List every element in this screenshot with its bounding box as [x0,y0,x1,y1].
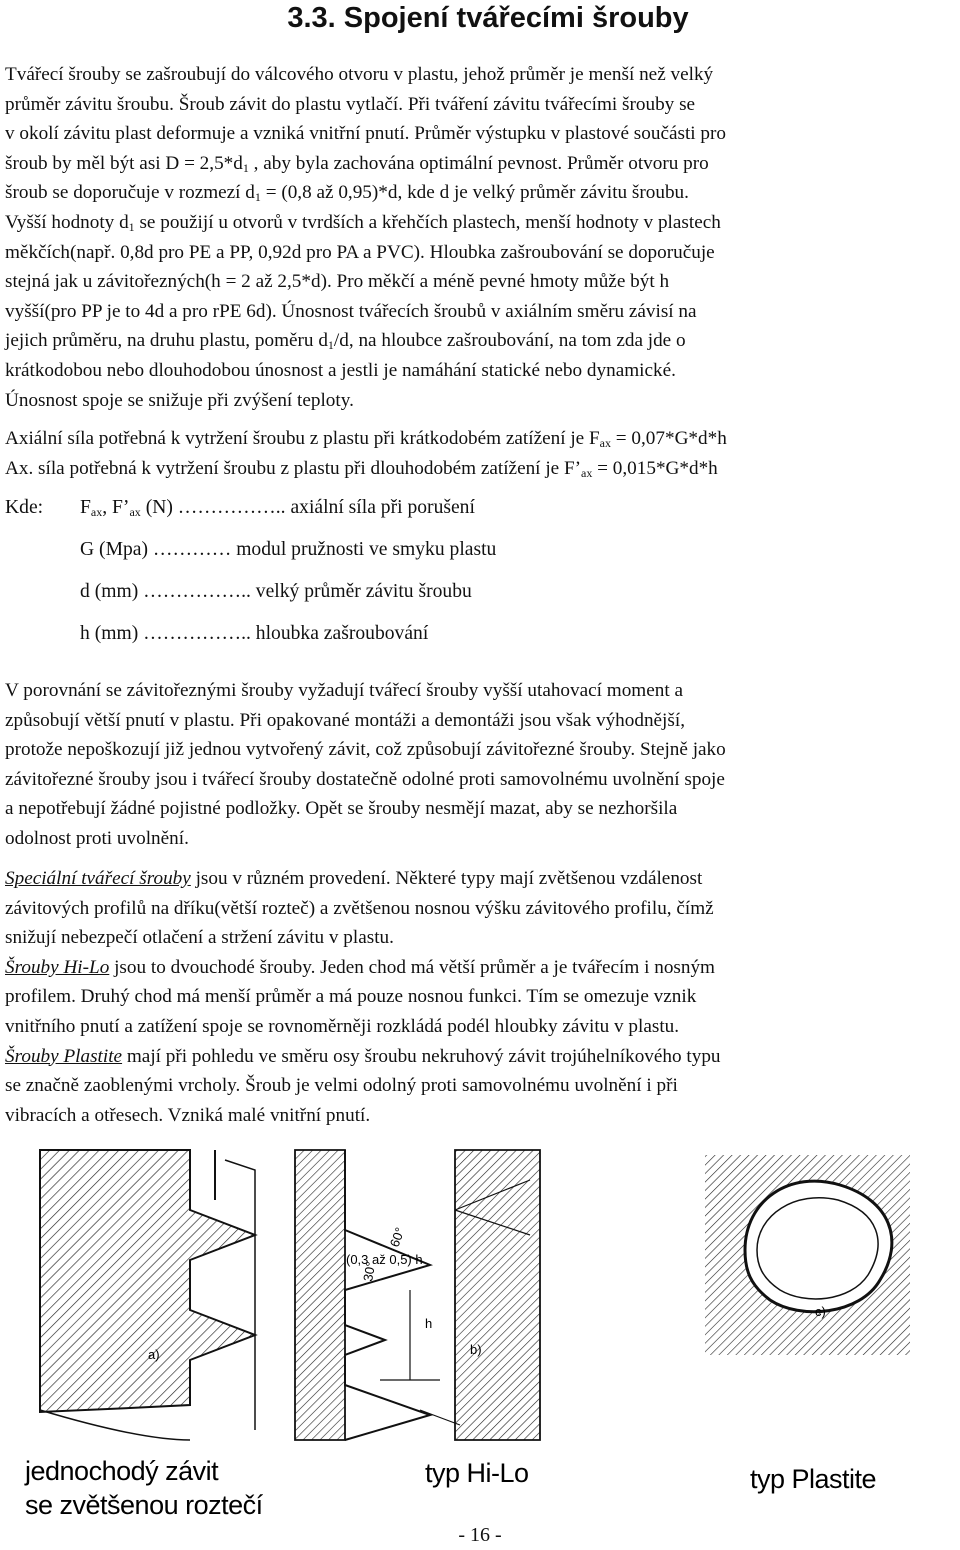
text-line: jejich průměru, na druhu plastu, poměru $d_1/d$, na hloubce zašroubování, na tom zda jde o [5,330,686,353]
term-hi-lo: Šrouby Hi-Lo [5,956,110,978]
figure-label-a: a) [148,1347,160,1362]
text-line: šroub by měl být asi $D = 2,5*d_1$ , aby byla zachována optimální pevnost. Průměr otvoru pro [5,152,709,175]
text-line: šroub se doporučuje v rozmezí $d_1 = (0,8$ až 0,95)*d, kde d je velký průměr závitu šroubu. [5,182,689,205]
caption-b: typ Hi-Lo [425,1458,529,1488]
definition-row: G (Mpa) ………… modul pružnosti ve smyku plastu [80,539,497,560]
paragraph-special-screws: Speciální tvářecí šrouby jsou v různém provedení. Některé typy mají zvětšenou vzdálenost závitových profilů na dříku(větší rozteč) a zvětšenou nosnou výšku závitového profilu, čímž snižují nebezpečí otlačení a stržení závitu v plastu. Šrouby Hi-Lo jsou to dvouchodé šrouby. Jeden chod má větší průměr a je tvářecím i nosným profilem. Druhý chod má menší průměr a má pouze nosnou funkci. Tím se omezuje vznik vnitřního pnutí a zatížení spoje se rovnoměrněji rozkládá podél hloubky závitu v plastu. Šrouby Plastite mají při pohledu ve směru osy šroubu nekruhový závit trojúhelníkového typu se značně zaoblenými vrcholy. Šroub je velmi odolný proti samovolnému uvolnění i při vibracích a otřesech. Vzniká malé vnitřní pnutí. [5,868,721,1126]
angle-60-label: 60° [386,1225,408,1250]
caption-c: typ Plastite [750,1464,877,1494]
text-line: krátkodobou nebo dlouhodobou únosnost a jestli je namáhání statické nebo dynamické. [5,359,676,381]
text-line: vyšší(pro PP je to 4d a pro rPE 6d). Únosnost tvářecích šroubů v axiálním směru závisí na [5,300,697,322]
text-line: závitořezné šrouby jsou i tvářecí šrouby dostatečně odolné proti samovolnému uvolnění spoje [5,768,725,790]
thread-profile-a [40,1150,255,1440]
thread-profile-c [705,1155,910,1355]
page-number: - 16 - [458,1524,502,1546]
text-line: stejná jak u závitořezných(h = 2 až 2,5*d). Pro měkčí a méně pevné hmoty může být h [5,271,670,293]
text-line: Tvářecí šrouby se zašroubují do válcového otvoru v plastu, jehož průměr je menší než velký [5,64,714,85]
text-line: měkčích(např. 0,8d pro PE a PP, 0,92d pro PA a PVC). Hloubka zašroubování se doporučuje [5,241,715,263]
paragraph-intro [5,60,960,415]
height-dimension-label: h [425,1316,433,1331]
text-line: a nepotřebují žádné pojistné podložky. Opět se šrouby nesmějí mazat, aby se nezhoršila [5,798,678,820]
text-line: protože nepoškozují již jednou vytvořený závit, což způsobují závitořezné šrouby. Stejně jako [5,739,726,761]
paragraph-comparison [5,676,960,854]
thread-profile-b [295,1150,540,1440]
caption-a-line1: jednochodý závit [25,1456,219,1486]
text-line: odolnost proti uvolnění. [5,827,189,849]
definition-row: d (mm) …………….. velký průměr závitu šroubu [80,581,472,602]
formula-line: Axiální síla potřebná k vytržení šroubu z plastu při krátkodobém zatížení je $F_{ax} = 0,07*G*d*h$ [5,428,727,450]
paragraph-axial-force [5,424,960,483]
text-line: způsobují větší pnutí v plastu. Při opakované montáži a demontáži jsou však výhodnější, [5,709,685,731]
definition-row: $F_{ax}$, $F’_{ax}$ (N) …………….. axiální síla při porušení [80,497,475,519]
angle-30-label: 30° [360,1260,379,1283]
term-plastite: Šrouby Plastite [5,1045,123,1067]
screw-thread-figure [0,1140,960,1520]
formula-line: Ax. síla potřebná k vytržení šroubu z plastu při dlouhodobém zatížení je $F’_{ax} = 0,015*G*d*h$ [5,457,718,480]
text-line: v okolí závitu plast deformuje a vzniká vnitřní pnutí. Průměr výstupku v plastové součásti pro [5,123,727,145]
definitions-label: Kde: [5,497,44,518]
pitch-dimension-label: (0,3 až 0,5) h [346,1252,423,1267]
text-line: Únosnost spoje se snižuje při zvýšení teploty. [5,389,354,411]
figure-label-b: b) [470,1342,482,1357]
text-line: V porovnání se závitořeznými šrouby vyžadují tvářecí šrouby vyšší utahovací moment a [5,680,683,701]
text-line: Vyšší hodnoty $d_1$ se použijí u otvorů v tvrdších a křehčích plastech, menší hodnoty v plastech [5,211,721,234]
definition-row: h (mm) …………….. hloubka zašroubování [80,623,429,644]
text-line: průměr závitu šroubu. Šroub závit do plastu vytlačí. Při tváření závitu tvářecími šrouby se [5,93,696,115]
caption-a-line2: se zvětšenou roztečí [25,1490,263,1520]
section-title: 3.3. Spojení tvářecími šrouby [287,2,689,34]
figure-label-c: c) [815,1304,826,1319]
term-special-screws: Speciální tvářecí šrouby [5,868,191,889]
